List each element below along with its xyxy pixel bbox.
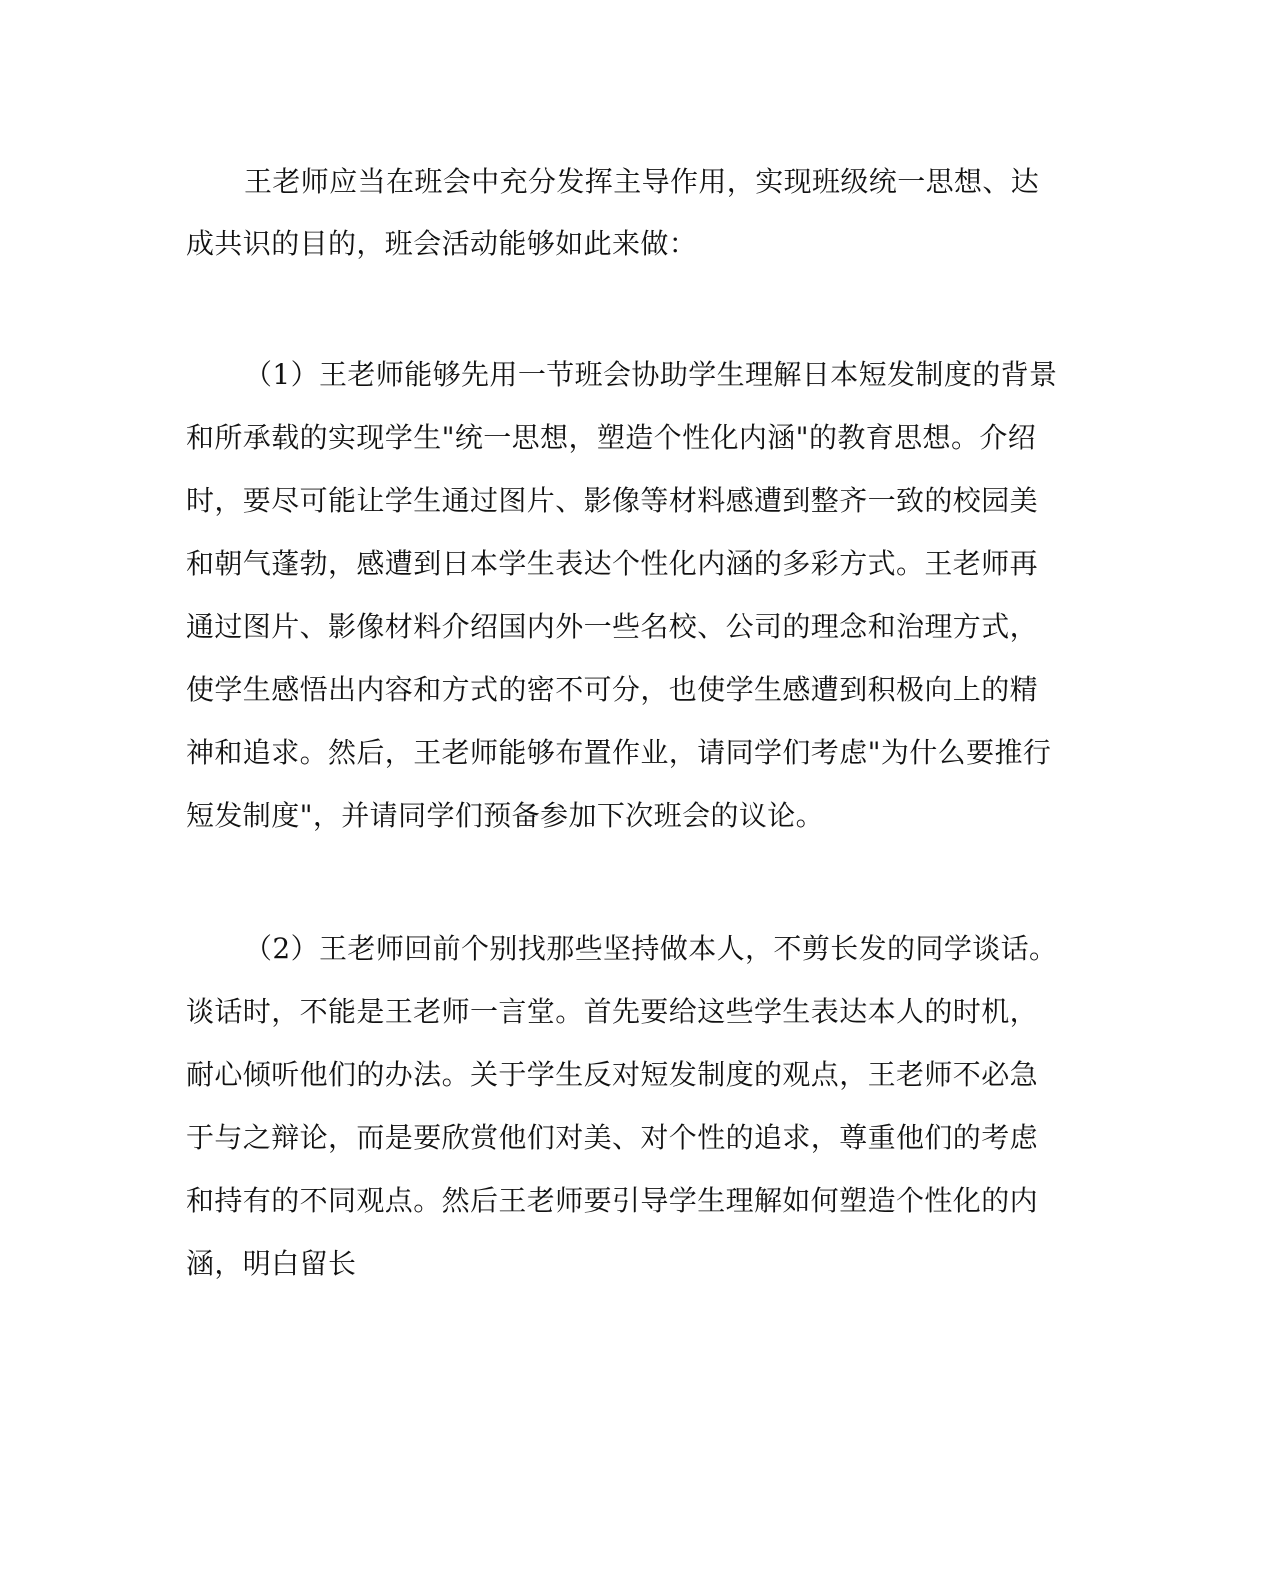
paragraph-line: 于与之辩论，而是要欣赏他们对美、对个性的追求，尊重他们的考虑: [186, 1121, 1039, 1154]
paragraph-line: 时，要尽可能让学生通过图片、影像等材料感遭到整齐一致的校园美: [186, 484, 1039, 517]
paragraph-line: 耐心倾听他们的办法。关于学生反对短发制度的观点，王老师不必急: [186, 1058, 1039, 1091]
paragraph-line: 短发制度"，并请同学们预备参加下次班会的议论。: [186, 799, 825, 832]
paragraph-line: 和持有的不同观点。然后王老师要引导学生理解如何塑造个性化的内: [186, 1184, 1039, 1217]
paragraph-line: （1）王老师能够先用一节班会协助学生理解日本短发制度的背景: [244, 358, 1058, 391]
paragraph-line: 和所承载的实现学生"统一思想，塑造个性化内涵"的教育思想。介绍: [186, 421, 1037, 454]
paragraph-line: 使学生感悟出内容和方式的密不可分，也使学生感遭到积极向上的精: [186, 673, 1039, 706]
paragraph-line: 神和追求。然后，王老师能够布置作业，请同学们考虑"为什么要推行: [186, 736, 1052, 769]
paragraph-line: （2）王老师回前个别找那些坚持做本人，不剪长发的同学谈话。: [244, 932, 1058, 965]
paragraph-line: 王老师应当在班会中充分发挥主导作用，实现班级统一思想、达: [244, 165, 1040, 198]
paragraph-line: 通过图片、影像材料介绍国内外一些名校、公司的理念和治理方式，: [186, 610, 1039, 643]
paragraph-line: 成共识的目的，班会活动能够如此来做：: [186, 227, 698, 260]
paragraph-line: 谈话时，不能是王老师一言堂。首先要给这些学生表达本人的时机，: [186, 995, 1039, 1028]
paragraph-line: 涵，明白留长: [186, 1247, 357, 1280]
paragraph-line: 和朝气蓬勃，感遭到日本学生表达个性化内涵的多彩方式。王老师再: [186, 547, 1039, 580]
